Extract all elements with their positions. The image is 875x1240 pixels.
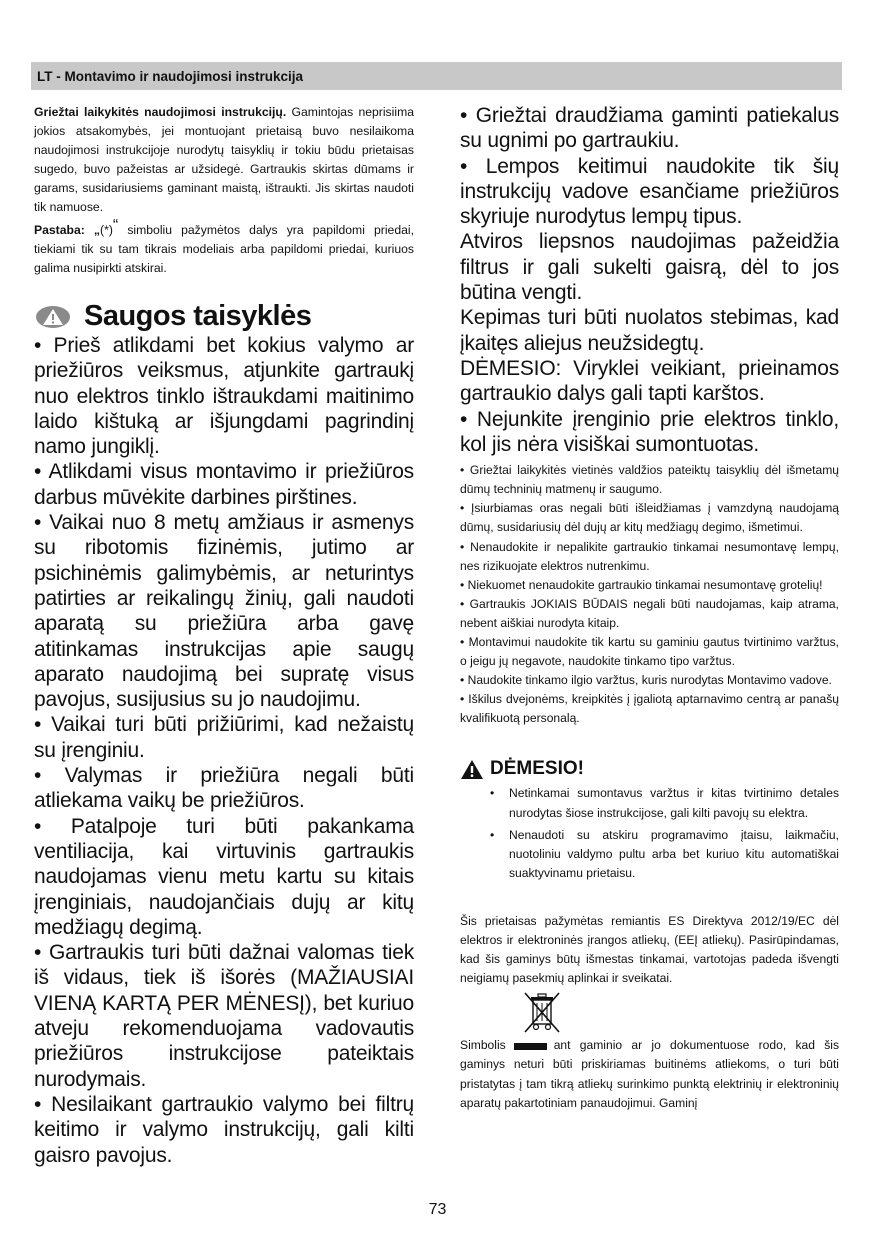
note-open-quote: „ [93,223,101,237]
weee-symbol-text: ant gaminio ar jo dokumentuose rodo, kad šis gaminys neturi būti priskiriamas buitinėms atliekoms, o turi būti pristatytas į tam tikrą atliekų surinkimo punktą elektrinių ir elektroninių aparatų pakartotiniam panaudojimui. Gaminį [460,1038,839,1110]
safety-paragraph: • Vaikai turi būti prižiūrimi, kad nežaistų su įrenginiu. [34,713,414,762]
header-title: LT - Montavimo ir naudojimosi instrukcija [37,69,304,84]
safety-paragraph: • Nesilaikant gartraukio valymo bei filtrų keitimo ir valymo instrukcijų, gali kilti gaisro pavojus. [34,1092,414,1167]
weee-symbol-paragraph [460,1036,839,1112]
intro-bold: Griežtai laikykitės naudojimosi instrukcijų. [34,105,287,119]
bar-icon [514,1043,547,1050]
left-column [34,103,414,1168]
safety-small-paragraph: • Iškilus dvejonėms, kreipkitės į įgaliotą aptarnavimo centrą ar panašų kvalifikuotą personalą. [460,692,839,726]
safety-small-paragraph: • Gartraukis JOKIAIS BŪDAIS negali būti naudojamas, kaip atrama, nebent aiškiai nurodyta kitaip. [460,596,839,630]
safety-paragraph: • Valymas ir priežiūra negali būti atliekama vaikų be priežiūros. [34,764,414,813]
safety-paragraph: • Patalpoje turi būti pakankama ventiliacija, kai virtuvinis gartraukis naudojamas vienu metu kartu su kitais įrenginiais, naudojančiais dujų ar kitų medžiagų degimą. [34,814,414,939]
safety-small-paragraph: • Griežtai laikykitės vietinės valdžios pateiktų taisyklių dėl išmetamų dūmų techninių matmenų ir saugumo. [460,463,839,497]
note-close-quote: “ [112,217,119,234]
safety-title: Saugos taisyklės [84,300,312,332]
note-paragraph [34,217,414,278]
safety-paragraph: Kepimas turi būti nuolatos stebimas, kad įkaitęs aliejus neužsidegtų. [460,306,839,355]
attention-list [460,784,839,882]
safety-paragraph: DĖMESIO: Viryklei veikiant, prieinamos gartraukio dalys gali tapti karštos. [460,356,839,406]
crossed-bin-icon [522,990,562,1034]
safety-heading [34,300,414,333]
weee-symbol-row [460,990,839,1036]
weee-paragraph: Šis prietaisas pažymėtas remiantis ES Direktyva 2012/19/EC dėl elektros ir elektroninės įrangos atliekų, (EEĮ atliekų). Pasirūpindamas, kad šis gaminys būtų išmestas tinkamai, vartotojas padeda išvengti neigiamų pasekmių aplinkai ir sveikatai. [460,913,839,986]
safety-paragraph: • Vaikai nuo 8 metų amžiaus ir asmenys su ribotomis fizinėmis, jutimo ar psichinėmis galimybėmis, ar neturintys patirties ar reikalingų žinių, gali naudoti aparatą su priežiūra arba gavę atitinkamas instrukcijas apie saugų aparato naudojimą bei supratę visus pavojus, susijusius su jo naudojimu. [34,511,414,712]
safety-paragraph: • Lempos keitimui naudokite tik šių instrukcijų vadove esančiame priežiūros skyriuje nurodytus lempų tipus. [460,154,839,229]
attention-title: DĖMESIO! [490,758,584,780]
right-column [460,103,839,1113]
section-header [31,62,842,90]
safety-paragraph: • Nejunkite įrenginio prie elektros tinklo, kol jis nėra visiškai sumontuotas. [460,407,839,456]
safety-paragraph: Atviros liepsnos naudojimas pažeidžia filtrus ir gali sukelti gaisrą, dėl to jos būtina vengti. [460,230,839,305]
safety-small-paragraph: • Niekuomet nenaudokite gartraukio tinkamai nesumontavę grotelių! [460,577,823,592]
safety-small-list [460,461,839,728]
attention-item: • Netinkamai sumontavus varžtus ir kitas tvirtinimo detales nurodytas šiose instrukcijose, gali kilti pavojų su elektra. [490,784,839,822]
note-symbol: (*) [100,223,113,237]
attention-heading [460,758,839,780]
safety-left-list [34,333,414,1168]
intro-paragraph [34,103,414,217]
safety-small-paragraph: • Nenaudokite ir nepalikite gartraukio tinkamai nesumontavę lempų, nes rizikuojate elektros nutrenkimu. [460,539,839,573]
attention-item: • Nenaudoti su atskiru programavimo įtaisu, laikmačiu, nuotoliniu valdymo pultu arba bet kuriuo kitu automatiškai suaktyvinamu prietaisu. [490,826,839,883]
safety-small-paragraph: • Įsiurbiamas oras negali būti išleidžiamas į vamzdyną naudojamą dūmų, susidariusių dėl dujų ar kitų medžiagų degimo, išmetimui. [460,501,839,535]
warning-triangle-icon [460,759,484,780]
intro-text: Gamintojas neprisiima jokios atsakomybės, jei montuojant prietaisą buvo nesilaikoma naudojimosi instrukcijoje nurodytų taisyklių ir tokiu būdu prietaisas sugedo, buvo pažeistas ar užsidegė. Gartraukis skirtas dūmams ir garams, susidariusiems gaminant maistą, ištraukti. Jis skirtas naudoti tik namuose. [34,105,415,214]
safety-paragraph: • Gartraukis turi būti dažnai valomas tiek iš vidaus, tiek iš išorės (MAŽIAUSIAI VIENĄ KARTĄ PER MĖNESĮ), bet kuriuo atveju rekomenduojama vadovautis priežiūros instrukcijose pateiktais nurodymais. [34,941,414,1091]
page-number: 73 [428,1201,447,1218]
note-text: simboliu pažymėtos dalys yra papildomi priedai, tiekiami tik su tam tikrais modeliais arba papildomi priedai, kuriuos galima nusipirkti atskirai. [34,223,414,275]
warning-icon [36,306,70,328]
safety-paragraph: • Atlikdami visus montavimo ir priežiūros darbus mūvėkite darbines pirštines. [34,460,414,509]
note-label: Pastaba: [34,223,85,237]
safety-paragraph: • Griežtai draudžiama gaminti patiekalus su ugnimi po gartraukiu. [460,104,839,153]
safety-small-paragraph: • Montavimui naudokite tik kartu su gaminiu gautus tvirtinimo varžtus, o jeigu jų negavote, naudokite tinkamo tipo varžtus. [460,635,839,669]
safety-small-paragraph: • Naudokite tinkamo ilgio varžtus, kuris nurodytas Montavimo vadove. [460,673,832,688]
safety-paragraph: • Prieš atlikdami bet kokius valymo ar priežiūros veiksmus, atjunkite gartraukį nuo elektros tinklo ištraukdami maitinimo laido kištuką ar išjungdami pagrindinį namo jungiklį. [34,334,414,459]
weee-symbol-label: Simbolis [460,1038,506,1053]
